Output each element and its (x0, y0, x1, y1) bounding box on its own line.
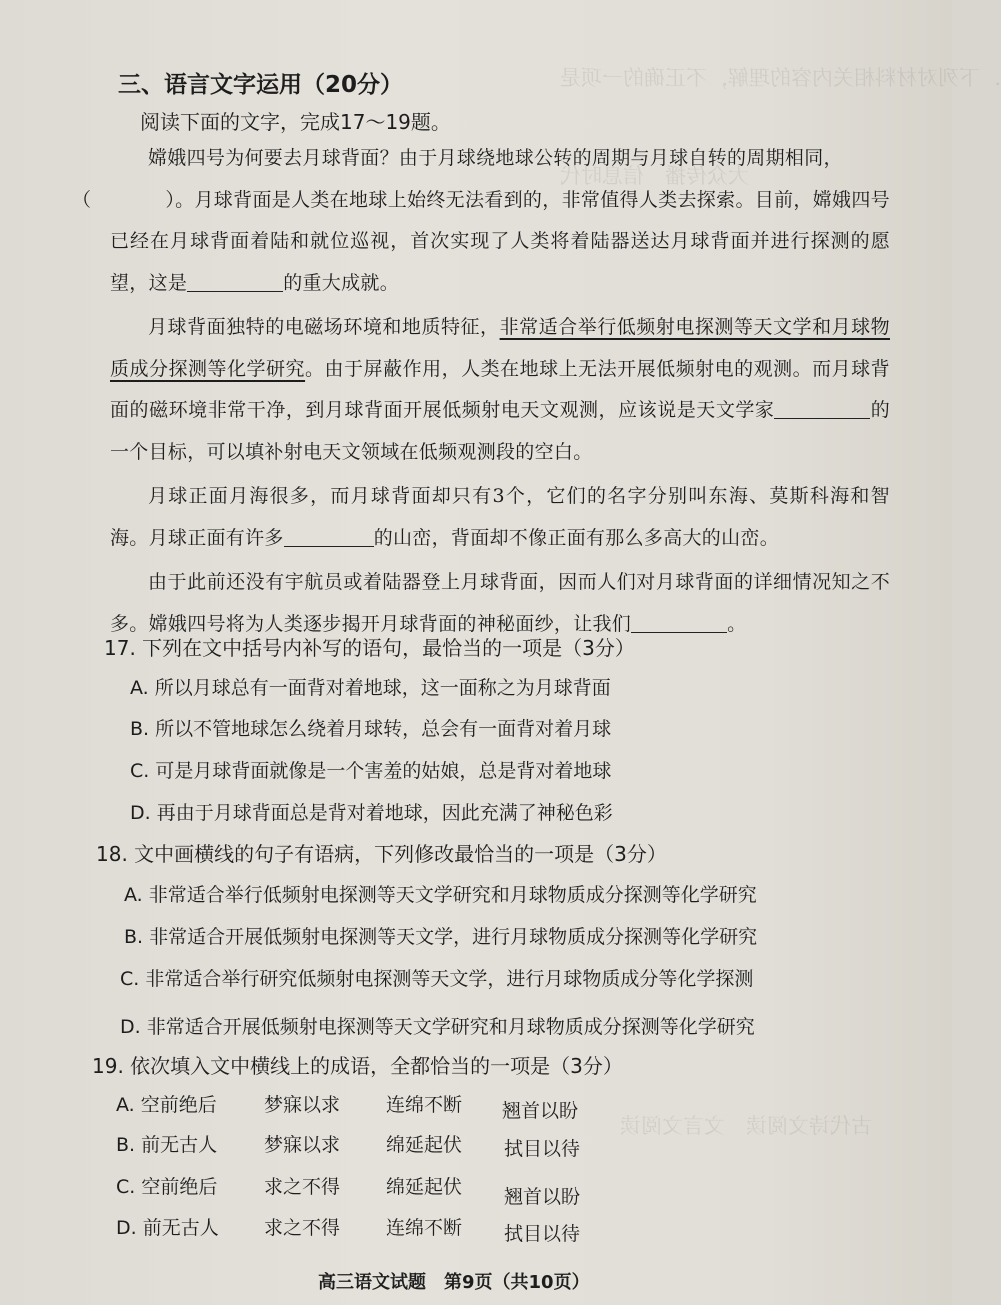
idiom: 绵延起伏 (386, 1134, 463, 1156)
bleed-through-texture: ．下列对材料相关内容的理解，不正确的一项是 (560, 66, 1001, 90)
idiom: 翘首以盼 (502, 1100, 579, 1122)
question-18-option-c: C. 非常适合举行研究低频射电探测等天文学，进行月球物质成分等化学探测 (120, 968, 754, 990)
underlined-sentence: 非常适合举行低频射电探测等天文学和月球物质成分探测等化学研究 (110, 316, 890, 380)
paragraph-text: 的一个目标，可以填补射电天文领域在低频观测段的空白。 (110, 399, 890, 463)
reading-passage (72, 138, 890, 645)
idiom: 梦寐以求 (264, 1094, 341, 1116)
idiom: 求之不得 (264, 1217, 341, 1239)
idiom: 绵延起伏 (386, 1176, 463, 1198)
paragraph-2 (110, 307, 890, 473)
question-17-option-a: A. 所以月球总有一面背对着地球，这一面称之为月球背面 (130, 677, 611, 699)
option-label-idiom: D. 前无古人 (116, 1217, 219, 1239)
fill-blank-2 (774, 399, 870, 419)
question-18-option-b: B. 非常适合开展低频射电探测等天文学，进行月球物质成分探测等化学研究 (124, 926, 758, 948)
question-17-option-b: B. 所以不管地球怎么绕着月球转，总会有一面背对着月球 (130, 718, 612, 740)
paragraph-text: 月球背面独特的电磁场环境和地质特征， (148, 316, 500, 338)
idiom: 连绵不断 (386, 1094, 463, 1116)
idiom: 连绵不断 (386, 1217, 463, 1239)
paragraph-text: 由于此前还没有宇航员或着陆器登上月球背面，因而人们对月球背面的详细情况知之不多。嫦娥四号将为人类逐步揭开月球背面的神秘面纱，让我们 (110, 571, 890, 635)
paragraph-text: 。 (727, 612, 747, 635)
question-19-stem: 19. 依次填入文中横线上的成语，全都恰当的一项是（3分） (92, 1054, 623, 1078)
paragraph-text: 月球正面月海很多，而月球背面却只有3个，它们的名字分别叫东海、莫斯科海和智海。月球正面有许多 (110, 485, 890, 549)
idiom: 求之不得 (264, 1176, 341, 1198)
bleed-through-texture: 大众传播 信息时代 (560, 164, 749, 188)
paragraph-3 (110, 476, 890, 559)
paragraph-1 (72, 138, 890, 304)
section-title: 三、语言文字运用（20分） (118, 72, 404, 98)
question-18-stem: 18. 文中画横线的句子有语病，下列修改最恰当的一项是（3分） (96, 842, 667, 866)
bleed-through-texture: 古代诗文阅读 文言文阅读 (620, 1114, 872, 1138)
idiom: 拭目以待 (504, 1138, 581, 1160)
idiom: 拭目以待 (504, 1223, 581, 1245)
paragraph-text: 的重大成就。 (283, 271, 400, 294)
fill-blank-3 (284, 527, 374, 547)
question-18-option-a: A. 非常适合举行低频射电探测等天文学研究和月球物质成分探测等化学研究 (124, 884, 757, 906)
question-18-option-d: D. 非常适合开展低频射电探测等天文学研究和月球物质成分探测等化学研究 (120, 1016, 755, 1038)
option-label-idiom: B. 前无古人 (116, 1134, 218, 1156)
fill-blank-1 (187, 272, 283, 292)
paren-close: ） (165, 188, 176, 211)
paragraph-text: 嫦娥四号为何要去月球背面？由于月球绕地球公转的周期与月球自转的周期相同， (148, 147, 843, 169)
option-label-idiom: C. 空前绝后 (116, 1176, 218, 1198)
paragraph-text: 。由于屏蔽作用，人类在地球上无法开展低频射电的观测。而月球背面的磁环境非常干净，到月球背面开展低频射电天文观测，应该说是天文学家 (110, 357, 890, 421)
paragraph-text: 。月球背面是人类在地球上始终无法看到的，非常值得人类去探索。目前，嫦娥四号已经在月球背面着陆和就位巡视，首次实现了人类将着陆器送达月球背面并进行探测的愿望，这是 (110, 188, 890, 294)
idiom: 翘首以盼 (504, 1186, 581, 1208)
instruction: 阅读下面的文字，完成17～19题。 (140, 110, 451, 134)
page-footer: 高三语文试题 第9页（共10页） (318, 1272, 590, 1293)
question-17-stem: 17. 下列在文中括号内补写的语句，最恰当的一项是（3分） (104, 636, 635, 660)
idiom: 梦寐以求 (264, 1134, 341, 1156)
question-17-option-d: D. 再由于月球背面总是背对着地球，因此充满了神秘色彩 (130, 802, 613, 824)
paragraph-text: 的山峦，背面却不像正面有那么多高大的山峦。 (373, 526, 780, 549)
paren-open: （ (72, 188, 92, 211)
fill-blank-4 (631, 613, 727, 633)
question-17-option-c: C. 可是月球背面就像是一个害羞的姑娘，总是背对着地球 (130, 760, 612, 782)
option-label-idiom: A. 空前绝后 (116, 1094, 217, 1116)
